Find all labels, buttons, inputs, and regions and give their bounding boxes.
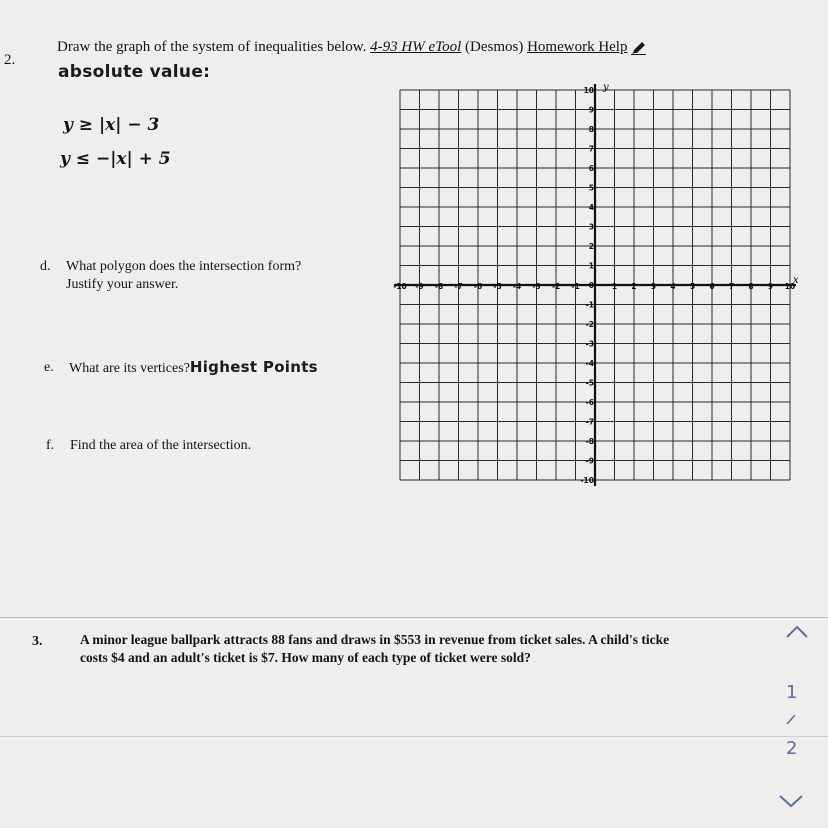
x-tick-label: -4 — [512, 282, 522, 291]
x-tick-label: 8 — [748, 282, 754, 291]
y-tick-label: 3 — [588, 222, 594, 232]
y-tick-label: -2 — [585, 320, 594, 329]
x-tick-label: -2 — [551, 282, 561, 291]
y-tick-label: 1 — [588, 261, 594, 271]
handwritten-note: absolute value: — [58, 62, 211, 82]
x-tick-label: -3 — [532, 282, 541, 291]
question-2-number: 2. — [4, 52, 16, 68]
x-tick-label: 5 — [689, 282, 696, 291]
sub-question-d-line1: What polygon does the intersection form? — [66, 259, 302, 274]
x-tick-label: -9 — [415, 282, 424, 291]
x-tick-label: 7 — [728, 282, 735, 291]
x-tick-label: 2 — [631, 282, 637, 291]
x-tick-label: 6 — [709, 282, 715, 291]
x-tick-label: 4 — [670, 282, 676, 291]
desmos-text: (Desmos) — [465, 39, 524, 55]
sub-question-f-label: f. — [46, 438, 55, 453]
y-tick-label: -7 — [585, 417, 594, 427]
y-tick-label: -4 — [585, 359, 594, 368]
inequality-2: y ≤ −|x| + 5 — [60, 149, 171, 169]
sub-question-e-handwritten: Highest Points — [189, 358, 318, 376]
page-slash-icon — [784, 712, 798, 726]
sub-question-e-text: What are its vertices? — [69, 361, 190, 376]
question-2-prompt — [57, 38, 647, 56]
x-tick-label: 3 — [650, 282, 657, 291]
y-tick-label: 4 — [588, 203, 594, 212]
chevron-up-icon[interactable] — [784, 624, 810, 640]
question-3-line1: A minor league ballpark attracts 88 fans and draws in $553 in revenue from ticket sales. A child's ticke — [80, 632, 670, 647]
x-tick-label: -7 — [454, 282, 463, 291]
y-tick-label: -5 — [585, 378, 594, 388]
section-divider — [0, 617, 828, 618]
page-current: 1 — [786, 682, 798, 703]
y-tick-label: 10 — [583, 86, 594, 95]
x-tick-label: 1 — [611, 282, 618, 291]
x-tick-label: -6 — [473, 282, 483, 291]
sub-question-f-text: Find the area of the intersection. — [70, 438, 252, 453]
y-tick-label: -3 — [585, 339, 594, 349]
y-tick-label: -10 — [580, 476, 594, 485]
sub-question-d-label: d. — [40, 259, 51, 274]
y-tick-label: 2 — [588, 242, 594, 251]
y-tick-label: 7 — [588, 144, 594, 154]
prompt-text: Draw the graph of the system of inequalities below. — [57, 39, 367, 55]
sub-question-e — [69, 359, 318, 377]
homework-help-link[interactable]: Homework Help — [527, 39, 628, 55]
x-tick-label: -8 — [434, 282, 444, 291]
coordinate-grid[interactable] — [390, 78, 800, 490]
pencil-icon — [631, 41, 647, 55]
x-axis-label: x — [793, 275, 799, 286]
sub-question-d-line2: Justify your answer. — [66, 277, 179, 292]
question-3-number: 3. — [32, 634, 43, 649]
y-axis-label: y — [603, 82, 609, 93]
x-tick-label: 10 — [784, 282, 796, 291]
y-tick-label: -8 — [585, 437, 594, 446]
chevron-down-icon[interactable] — [776, 792, 806, 810]
y-tick-label: -9 — [585, 456, 594, 466]
y-tick-label: 5 — [588, 183, 594, 193]
x-tick-label: 9 — [767, 282, 774, 291]
y-tick-label: 9 — [588, 105, 594, 115]
x-tick-label: -1 — [571, 282, 580, 291]
sub-question-e-label: e. — [44, 360, 54, 375]
inequality-1: y ≥ |x| − 3 — [63, 115, 160, 135]
etool-link[interactable]: 4-93 HW eTool — [370, 39, 462, 55]
x-tick-label: -10 — [393, 282, 407, 291]
page-total: 2 — [786, 738, 798, 759]
y-tick-label: 6 — [588, 164, 594, 173]
y-tick-label: -1 — [585, 300, 594, 310]
section-divider-lower — [0, 736, 828, 737]
y-tick-label: 0 — [588, 281, 594, 290]
y-tick-label: -6 — [585, 398, 594, 407]
y-tick-label: 8 — [588, 125, 594, 134]
x-tick-label: -5 — [493, 282, 502, 291]
question-3-line2: costs $4 and an adult's ticket is $7. How many of each type of ticket were sold? — [80, 650, 531, 665]
